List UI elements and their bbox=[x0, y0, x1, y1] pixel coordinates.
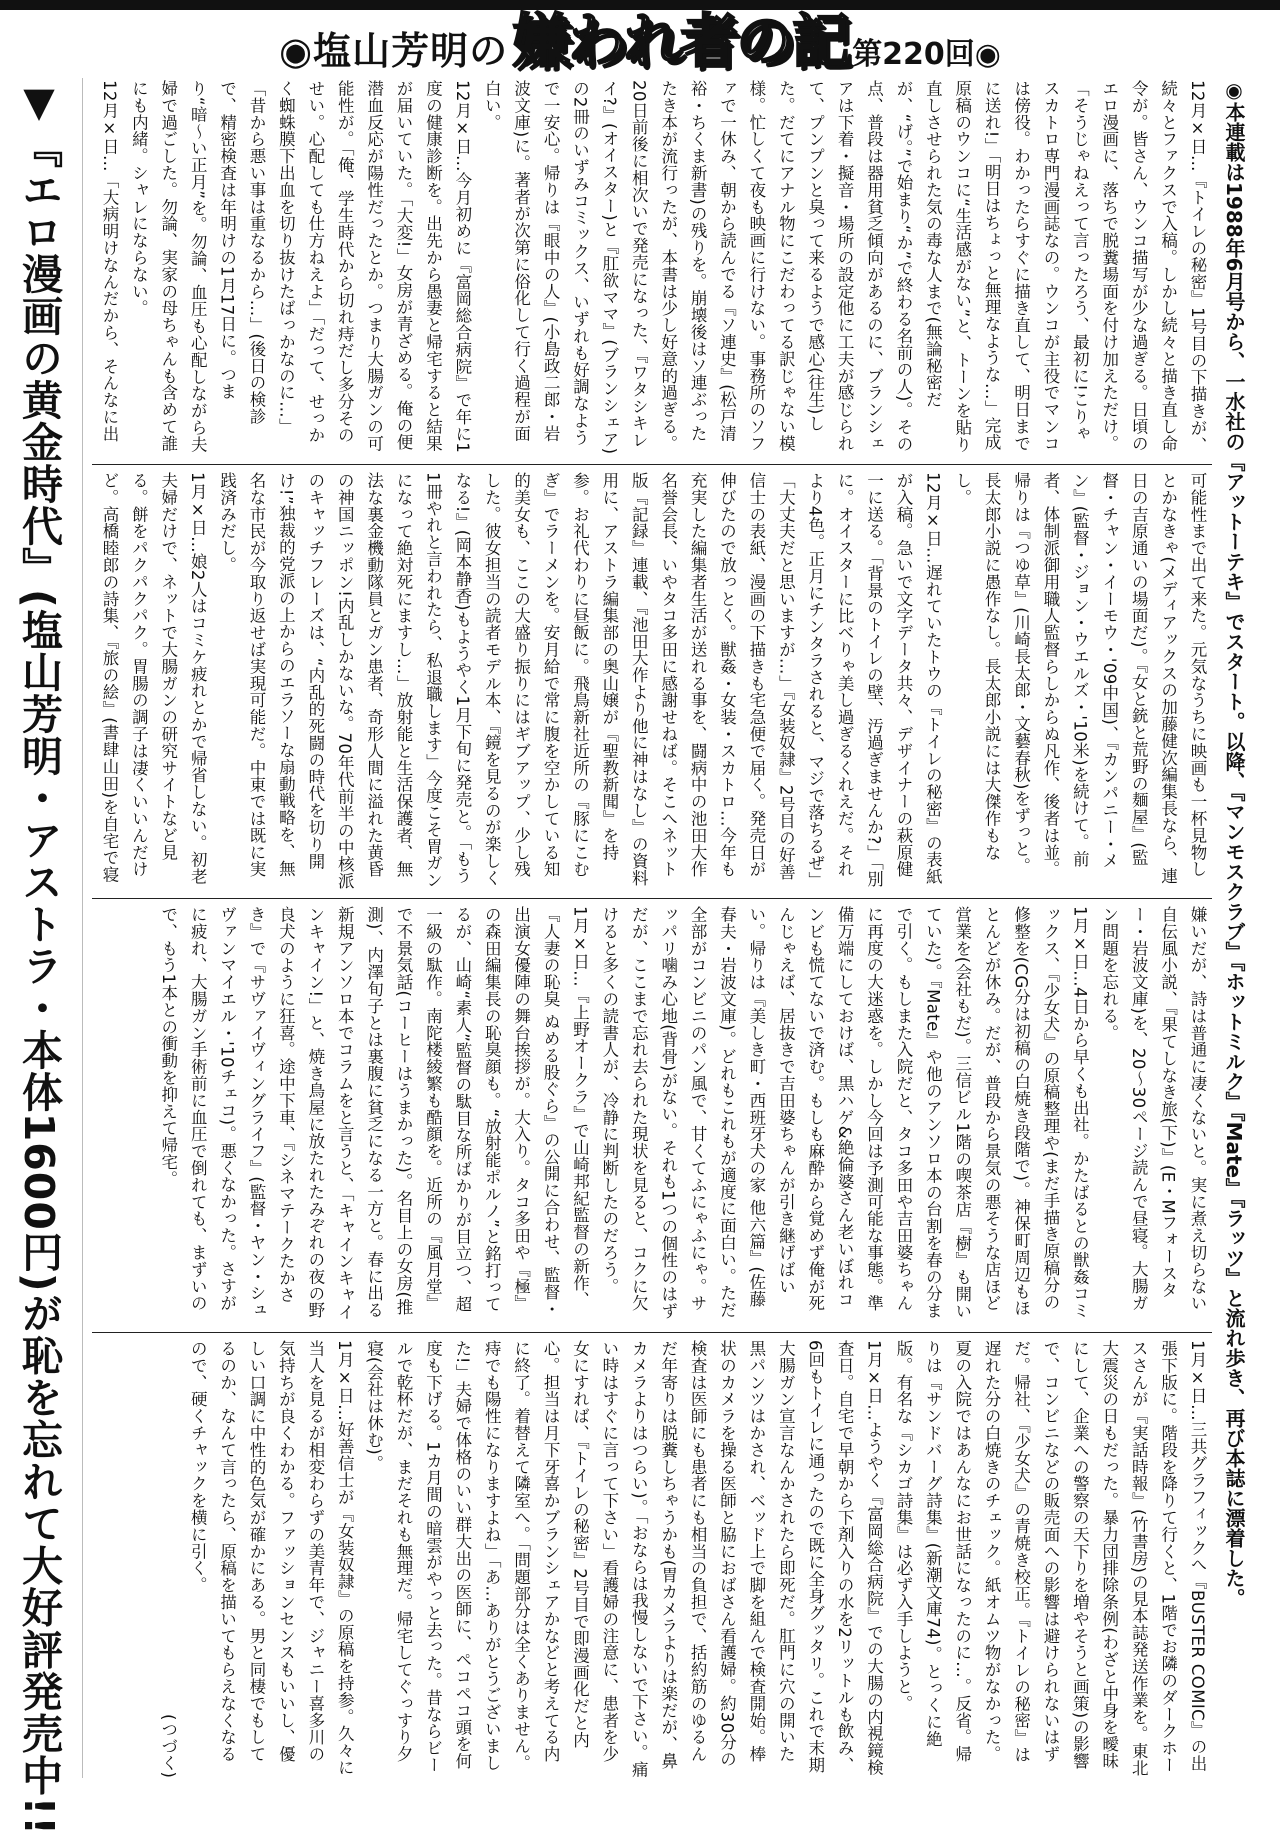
text-tier-2 bbox=[92, 472, 1212, 890]
diary-entry: 1月×日…三共グラフィックへ『BUSTER COMIC』の出張下版に。階段を降りて行くと、1階でお隣のダークホースさんが『実話時報』(竹書房)の見本誌発送作業を。東北大震災の日もだった。暴力団排除条例(わざと中身を曖昧にして、企業への警察の天下りを増やそうと画策)の影響で、コンビニなどの販売面への影響は避けられないはずだ。帰社、『少女犬』の青焼き校正。『トイレの秘密』は遅れた分の白焼きのチェック。紙オムツ物がなかった。夏の入院ではあんなにお世話になったのに…。反省。帰りは『サンドバーグ詩集』(新潮文庫74)。とっくに絶版。有名な『シカゴ詩集』は必ず入手しようと。 bbox=[893, 1340, 1207, 1777]
diary-entry: 1月×日…ようやく『富岡総合病院』での大腸の内視鏡検査日。自宅で早朝から下剤入りの水を2リットルも飲み、6回もトイレに通ったので既に全身グッタリ。これで末期大腸ガン宣言なんかされたら即死だ。肛門に穴の開いた黒パンツはかされ、ベッド上で脚を組んで検査開始。棒状のカメラを操る医師と脇におばさん看護婦。約30分の検査は医師にも患者にも相当の負担で、括約筋のゆるんだ年寄りは脱糞しちゃうかも(胃カメラよりは楽だが、鼻カメラよりはつらい)。「おならは我慢しないで下さい。痛い時はすぐに言って下さい」看護婦の注意に、患者を少女にすれば、『トイレの秘密』2号目で即漫画化だと内心。担当は月下牙喜かブランシェアかなどと考えてる内に終了。着替えて隣室へ。「問題部分は全くありません。痔でも陽性になりますよね」「あ…ありがとうございました!」夫婦で体格のいい群大出の医師に、ペコペコ頭を何度も下げる。1カ月間の暗雲がやっと去った。昔ならビールで乾杯だが、まだそれも無理だ。帰宅してぐっすり夕寝(会社は休む)。 bbox=[364, 1340, 884, 1778]
text-tier-4 bbox=[92, 1340, 1212, 1778]
diary-entry: 可能性まで出て来た。元気なうちに映画も一杯見物しとかなきゃ(メディアックスの加藤健次編集長なら、連日の吉原通いの場面だ)。『女と銃と荒野の麺屋』(監督・チャン・イーモウ・'09中国)、『カンパニー・メン』(監督・ジョン・ウエルズ・'10米)を続けて。前者、体制派御用職人監督らしからぬ凡作、後者は並。帰りは『つゆ草』(川崎長太郎・文藝春秋)をずっと。長太郎小説に愚作なし。長太郎小説には大傑作もなし。 bbox=[952, 472, 1207, 885]
column-title bbox=[0, 7, 1280, 75]
diary-entry: 1月×日…娘2人はコミケ疲れとかで帰省しない。初老夫婦だけで、ネットで大腸ガンの研究サイトなど見る。餅をパクパクパク。胃腸の調子は凄くいいんだけど。高橋睦郎の詩集、『旅の絵』(書肆山田)を自宅で寝 bbox=[99, 472, 208, 885]
tier-divider bbox=[92, 898, 1212, 899]
diary-entry: 12月×日…『トイレの秘密』1号目の下描きが、続々とファクスで入稿。しかし続々と描き直し命令が。皆さん、ウンコ描写が少な過ぎる。日頃のエロ漫画に、落ちで脱糞場面を付け加えただけ。「そうじゃねえって言ったろう、最初に!こりゃスカトロ専門漫画誌なの。ウンコが主役でマンコは傍役。わかったらすぐに描き直して、明日までに送れ!」「明日はちょっと無理なような…」完成原稿のウンコに“生活感がない”と、トーンを貼り直しさせられた気の毒な人まで(無論秘密だが、“げ。”で始まり“か”で終わる名前の人)。その点、普段は器用貧乏傾向があるのに、ブランシェアは下着・擬音・場所の設定他に工夫が感じられて、プンプンと臭って来るようで感心(往生)した。だてにアナル物にこだわってる訳じゃない模様。忙しくて夜も映画に行けない。事務所のソファで一休み、朝から読んでる『ソ連史』(松戸清裕・ちくま新書)の残りを。崩壊後はソ連ぶったたき本が流行ったが、本書は少し好意的過ぎる。20日前後に相次いで発売になった、『ワタシキレイ?』(オイスター)と『肛欲ママ』(ブランシェア)の2冊のいずみコミックス、いずれも好調なようで一安心。帰りは『眼中の人』(小島政二郎・岩波文庫)に。著者が次第に俗化して行く過程が面白い。 bbox=[482, 80, 1207, 455]
diary-entry: 1月×日…『上野オークラ』で山崎邦紀監督の新作、『人妻の恥臭 ぬめる股ぐら』の公開に合わせ、監督・出演女優陣の舞台挨拶が。大入り。タコ多田や『極』の森田編集長の恥臭顔も。“放射能ポルノ”と銘打ってるが、山崎“素人”監督の駄目な所ばかりが目立つ、超一級の駄作。南陀楼綾繁も酷顔を。近所の『風月堂』で不景気話(コーヒーはうまかった)。名目上の女房(推測)、内澤旬子とは裏腹に貧乏になる一方と。春に出る新規アンソロ本でコラムをと言うと、「キャインキャインキャイン!」と、焼き鳥屋に放たれたみぞれの夜の野良犬のように狂喜。途中下車、『シネマテークたかさき』で『サヴァイヴィングライフ』(監督・ヤン・シュヴァンマイエル・'10チェコ)。悪くなかった。さすがに疲れ、大腸ガン手術前に血圧で倒れても、まずいので、もう1本との衝動を抑えて帰宅。 bbox=[158, 906, 590, 1321]
text-tier-1 bbox=[92, 80, 1212, 458]
diary-entry: 1月×日…4日から早くも出社。かたばるとの獣姦コミックス、『少女犬』の原稿整理や(まだ手描き原稿分の修整を(CG分は初稿の白焼き段階で)。神保町周辺もほとんどが休み。だが、普段から景気の悪そうな店ほど営業を(会社もだ)。三信ビル1階の喫茶店『樹』も開いていた)。『Mate』や他のアンソロ本の台割を春の分まで引く。もしまた入院だと、タコ多田や吉田婆ちゃんに再度の大迷惑を。しかし今回は予測可能な事態。準備万端にしておけば、黒ハゲ&絶倫婆さん老いぼれコンビも慌てないで済む。もしも麻酔から覚めず俺が死んじゃえば、居抜きで吉田婆ちゃんが引き継げばいい。帰りは『美しき町・西班牙犬の家 他六篇』(佐藤春夫・岩波文庫)。どれもこれもが適度に面白い。ただ全部がコンビニのパン風で、甘くてふにゃふにゃ。サッパリ噛み心地(背骨)がない。それも1つの個性のはずだが、ここまで忘れ去られた現状を見ると、コクに欠けると多くの読書人が、冷静に判断したのだろう。 bbox=[599, 906, 1090, 1320]
text-tier-3 bbox=[92, 906, 1212, 1324]
to-be-continued: (つづく) bbox=[158, 1713, 178, 1778]
diary-entry: 12月×日…今月初めに『富岡総合病院』で年に1度の健康診断を。出先から愚妻と帰宅すると結果が届いていた。「大変!」女房が青ざめる。俺の便潜血反応が陽性だったとか。つまり大腸ガンの可能性が。「俺、学生時代から切れ痔だし多分そのせい。心配しても仕方ねえよ」「だって、せっかく蜘蛛膜下出血を切り抜けたばっかなのに…」「昔から悪い事は重なるから…」(後日の検診で、精密検査は年明けの1月17日に。つまり“暗〜い正月”を。勿論、血圧も心配しながら夫婦で過ごした。勿論、実家の母ちゃんも含めて誰にも内緒。シャレにならない。 bbox=[129, 80, 472, 454]
tier-divider bbox=[92, 1332, 1212, 1333]
banner-divider bbox=[82, 78, 83, 1778]
series-intro-note: ◉本連載は1988年6月号から、一水社の『アットーテキ』でスタート。以降、『マンモスクラブ』『ホットミルク』『Mate』『ラッツ』と流れ歩き、再び本誌に漂着した。 bbox=[1222, 78, 1246, 1609]
diary-entry: 嫌いだが、詩は普通に凄くないと。実に煮え切らない自伝風小説、『果てしなき旅(下)』(E・Mフォースター・岩波文庫)を、20〜30ページ読んで昼寝。大腸ガン問題を忘れる。 bbox=[1099, 906, 1207, 1312]
tier-divider bbox=[92, 464, 1212, 465]
title-author-prefix: ◉塩山芳明の bbox=[279, 29, 509, 73]
diary-entry: 12月×日…「大病明けなんだから、そんなに出 bbox=[99, 80, 119, 443]
title-main: 嫌われ者の記 bbox=[512, 7, 849, 75]
diary-entry: 1月×日…好善信士が『女装奴隷』の原稿を持参。久々に当人を見るが相変わらずの美青年で、ジャニー喜多川の気持ちが良くわかる。ファッションセンスもいいし、優しい口調に中性的色気が確かにある。男と同棲でもしてるのか、なんて言ったら、原稿を描いてもらえなくなるので、硬くチャックを横に引く。 bbox=[188, 1340, 355, 1776]
diary-entry: 12月×日…遅れていたトウの『トイレの秘密』の表紙が入稿。急いで文字データ共々、デザイナーの萩原健一に送る。「背景のトイレの壁、汚過ぎませんか?」「別に。オイスターに比べりゃ美し過ぎるくれえだ。それより4色。正月にチンタラされると、マジで落ちるぜ」「大丈夫だと思いますが…」『女装奴隷』2号目の好善信士の表紙、漫画の下描きも宅急便で届く。発売日が伸びたので放っとく。獣姦・女装・スカトロ…今年も充実した編集者生活が送れる事を、闘病中の池田大作名誉会長、いやタコ多田に感謝せねば。そこへネット版『記録』連載、『池田大作より他に神はなし』の資料用に、アストラ編集部の奥山嬢が『聖教新聞』を持参。お礼代わりに昼飯に。飛鳥新社近所の『豚にこむぎ』でラーメンを。安月給で常に腹を空かしている知的美女も、ここの大盛り振りにはギブアップ、少し残した。彼女担当の読者モデル本、『鏡を見るのが楽しくなる!』(岡本静香)もようやく1月下旬に発売と。「もう1冊やれと言われたら、私退職します」今度こそ胃ガンになって絶対死にますし…」放射能と生活保護者、無法な裏金機動隊員とガン患者、奇形人間に溢れた黄昏の神国ニッポン!内乱しかないな。70年代前半の中核派のキャッチフレーズは、“内乱的死闘の時代を切り開け!”独裁的党派の上からのエラソーな扇動戦略を、無名な市民が今取り返せば実現可能だ。中東では既に実践済みだし。 bbox=[217, 472, 943, 890]
title-episode: 第220回◉ bbox=[852, 37, 1001, 72]
book-ad-banner: ▼『エロ漫画の黄金時代』(塩山芳明・アストラ・本体1600円)が恥を忘れて大好評発売中!! bbox=[15, 78, 63, 1836]
